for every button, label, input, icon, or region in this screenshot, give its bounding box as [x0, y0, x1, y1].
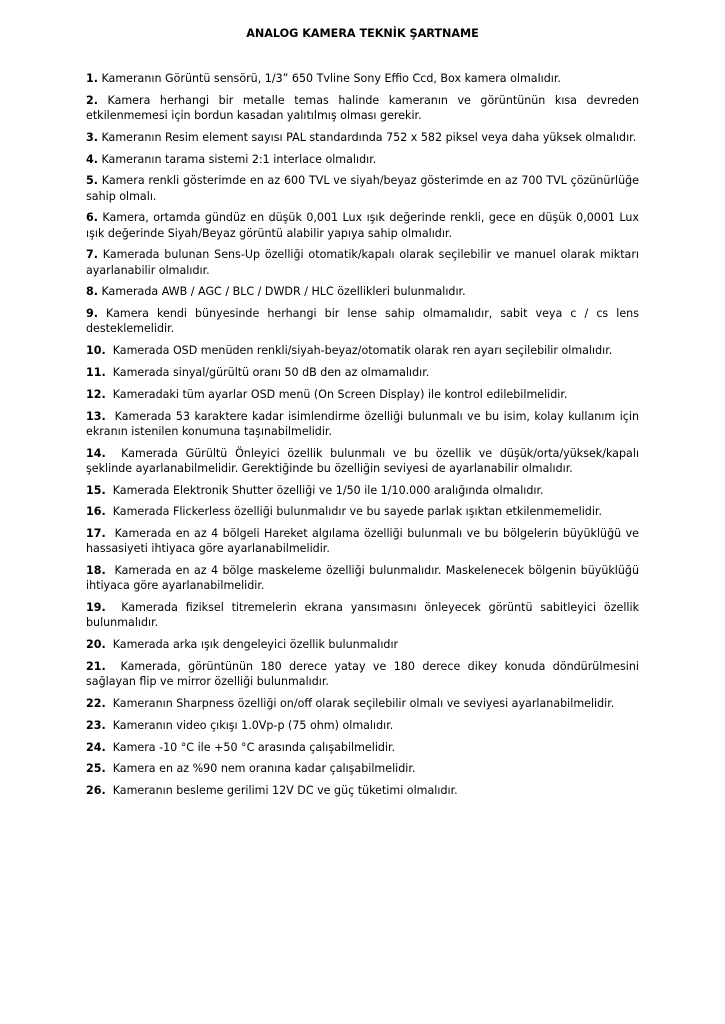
spec-item [86, 93, 639, 123]
spec-item [86, 740, 639, 755]
spec-item-text: Kamerada 53 karaktere kadar isimlendirme özelliği bulunmalı ve bu isim, kolay kullanım için ekranın istenilen konumuna taşınabilmelidir. [86, 409, 639, 438]
spec-item-text: Kameranın Resim element sayısı PAL standardında 752 x 582 piksel veya daha yüksek olmalıdır. [101, 130, 637, 144]
spec-item [86, 600, 639, 630]
spec-item-number: 20. [86, 638, 106, 652]
spec-item-text: Kamerada, görüntünün 180 derece yatay ve 180 derece dikey konuda döndürülmesini sağlayan flip ve mirror özelliği bulunmalıdır. [86, 659, 639, 689]
spec-item-number: 11. [86, 365, 106, 379]
spec-item-number: 26. [86, 784, 106, 798]
spec-item-number: 10. [86, 344, 106, 358]
spec-item-number: 4. [86, 152, 98, 166]
spec-item-number: 2. [86, 93, 98, 107]
spec-item [86, 284, 639, 299]
spec-item-text: Kameranın tarama sistemi 2:1 interlace olmalıdır. [101, 152, 377, 166]
spec-item-number: 22. [86, 696, 106, 710]
spec-item-text: Kamerada Flickerless özelliği bulunmalıdır ve bu sayede parlak ışıktan etkilenmemelidir. [112, 505, 602, 519]
spec-item-text: Kameranın video çıkışı 1.0Vp-p (75 ohm) olmalıdır. [112, 718, 394, 732]
spec-item-text: Kamerada AWB / AGC / BLC / DWDR / HLC özellikleri bulunmalıdır. [101, 285, 466, 299]
spec-item-number: 5. [86, 174, 98, 188]
spec-item-text: Kamerada en az 4 bölge maskeleme özelliği bulunmalıdır. Maskelenecek bölgenin büyüklüğü ihtiyaca göre ayarlanabilmelidir. [86, 564, 639, 593]
spec-item-text: Kamera kendi bünyesinde herhangi bir lense sahip olmamalıdır, sabit veya c / cs lens desteklemelidir. [86, 307, 639, 336]
spec-item-number: 24. [86, 740, 106, 754]
spec-item-number: 19. [86, 601, 106, 615]
spec-item [86, 343, 639, 358]
spec-item [86, 446, 639, 476]
spec-item-number: 8. [86, 285, 98, 299]
spec-item-number: 14. [86, 446, 106, 460]
spec-item [86, 387, 639, 402]
specification-list [86, 71, 639, 805]
spec-item [86, 210, 639, 240]
spec-item [86, 761, 639, 776]
spec-item-number: 3. [86, 130, 98, 144]
spec-item-text: Kamera, ortamda gündüz en düşük 0,001 Lux ışık değerinde renkli, gece en düşük 0,0001 Lux ışık değerinde Siyah/Beyaz görüntü alabilir yapıya sahip olmalıdır. [86, 211, 639, 240]
spec-item [86, 409, 639, 439]
spec-item [86, 152, 639, 167]
spec-item [86, 483, 639, 498]
spec-item [86, 504, 639, 519]
spec-item [86, 637, 639, 652]
spec-item-text: Kamera herhangi bir metalle temas halinde kameranın ve görüntünün kısa devreden etkilenmemesi için bordun kasadan yalıtılmış olması gerekir. [86, 93, 639, 122]
spec-item-number: 12. [86, 387, 106, 401]
spec-item [86, 247, 639, 277]
spec-item-text: Kameradaki tüm ayarlar OSD menü (On Screen Display) ile kontrol edilebilmelidir. [112, 387, 568, 401]
spec-item [86, 365, 639, 380]
spec-item-text: Kamerada arka ışık dengeleyici özellik bulunmalıdır [112, 638, 399, 652]
spec-item-text: Kamerada en az 4 bölgeli Hareket algılama özelliği bulunmalı ve bu bölgelerin büyüklüğü ve hassasiyeti ihtiyaca göre ayarlanabilmelidir. [86, 527, 639, 556]
spec-item [86, 71, 639, 86]
spec-item-number: 15. [86, 483, 106, 497]
spec-item-number: 9. [86, 307, 98, 321]
spec-item [86, 563, 639, 593]
spec-item-text: Kameranın Sharpness özelliği on/off olarak seçilebilir olmalı ve seviyesi ayarlanabilmelidir. [112, 696, 615, 710]
spec-item-text: Kamerada sinyal/gürültü oranı 50 dB den az olmamalıdır. [112, 365, 430, 379]
spec-item-number: 6. [86, 211, 98, 225]
spec-item-text: Kamera renkli gösterimde en az 600 TVL ve siyah/beyaz gösterimde en az 700 TVL çözünürlüğe sahip olmalı. [86, 174, 639, 203]
spec-item-number: 1. [86, 72, 98, 85]
spec-item [86, 173, 639, 203]
spec-item-text: Kamerada bulunan Sens-Up özelliği otomatik/kapalı olarak seçilebilir ve manuel olarak miktarı ayarlanabilir olmalıdır. [86, 248, 640, 277]
spec-item [86, 696, 639, 711]
spec-item-number: 18. [86, 564, 106, 578]
spec-item [86, 783, 639, 798]
spec-item [86, 526, 639, 556]
spec-item-number: 25. [86, 762, 106, 776]
spec-item-text: Kamera -10 °C ile +50 °C arasında çalışabilmelidir. [112, 740, 396, 754]
spec-item-text: Kamera en az %90 nem oranına kadar çalışabilmelidir. [112, 762, 416, 776]
spec-item [86, 130, 639, 145]
spec-item-number: 21. [86, 659, 106, 673]
spec-item-number: 13. [86, 409, 106, 423]
spec-item-number: 23. [86, 718, 106, 732]
spec-item-text: Kamerada OSD menüden renkli/siyah-beyaz/otomatik olarak ren ayarı seçilebilir olmalıdır. [112, 344, 613, 358]
spec-item-number: 7. [86, 248, 98, 262]
spec-item-text: Kamerada Elektronik Shutter özelliği ve 1/50 ile 1/10.000 aralığında olmalıdır. [112, 483, 544, 497]
spec-item-text: Kameranın besleme gerilimi 12V DC ve güç tüketimi olmalıdır. [112, 784, 458, 798]
spec-item [86, 306, 639, 336]
spec-item-number: 16. [86, 505, 106, 519]
spec-item [86, 718, 639, 733]
spec-item-number: 17. [86, 527, 106, 541]
spec-item [86, 659, 639, 689]
document-title: ANALOG KAMERA TEKNİK ŞARTNAME [246, 27, 479, 40]
spec-item-text: Kamerada fiziksel titremelerin ekrana yansımasını önleyecek görüntü sabitleyici özellik bulunmalıdır. [86, 601, 639, 630]
spec-item-text: Kameranın Görüntü sensörü, 1/3” 650 Tvline Sony Effio Ccd, Box kamera olmalıdır. [101, 72, 561, 85]
spec-item-text: Kamerada Gürültü Önleyici özellik bulunmalı ve bu özellik ve düşük/orta/yüksek/kapalı şeklinde ayarlanabilmelidir. Gerektiğinde bu özelliğin seviyesi de ayarlanabilir olmalıdır. [86, 446, 639, 475]
